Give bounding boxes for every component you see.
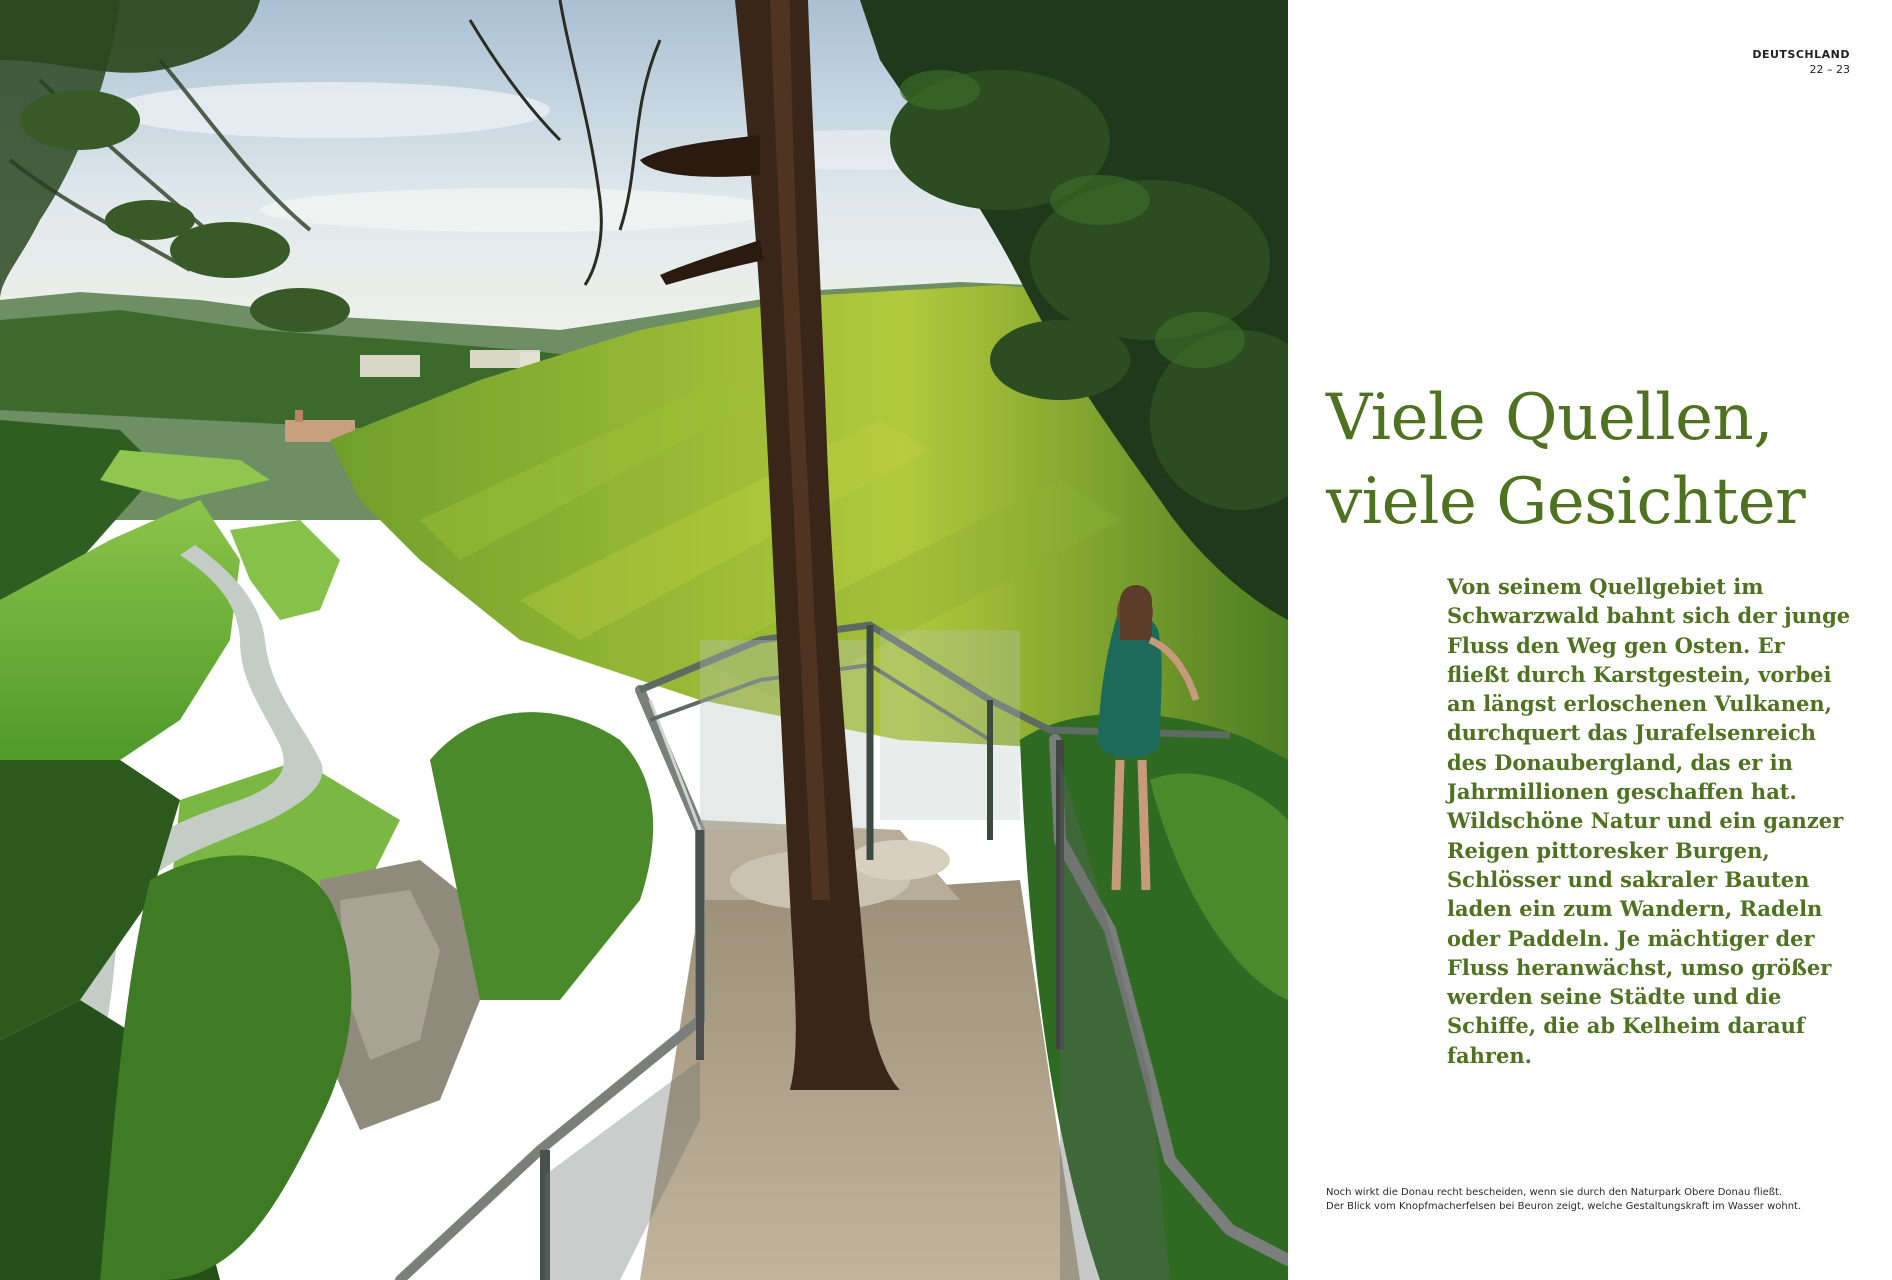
running-header: [1752, 47, 1850, 77]
intro-line: fahren.: [1447, 1042, 1532, 1068]
intro-line: Reigen pittoresker Burgen,: [1447, 837, 1770, 863]
intro-line: durchquert das Jurafelsenreich: [1447, 720, 1817, 746]
intro-line: Schlösser und sakraler Bauten: [1447, 866, 1810, 892]
photo-caption: [1326, 1186, 1886, 1214]
intro-paragraph: [1447, 572, 1867, 1070]
text-page: [1288, 0, 1892, 1280]
intro-line: Fluss den Weg gen Osten. Er: [1447, 632, 1785, 658]
intro-line: Jahrmillionen geschaffen hat.: [1447, 779, 1797, 805]
intro-line: oder Paddeln. Je mächtiger der: [1447, 925, 1815, 951]
title-line-2: viele Gesichter: [1326, 465, 1806, 539]
intro-line: Fluss heranwächst, umso größer: [1447, 954, 1832, 980]
intro-line: laden ein zum Wandern, Radeln: [1447, 896, 1823, 922]
page-title: [1326, 376, 1866, 544]
intro-line: Schiffe, die ab Kelheim darauf: [1447, 1013, 1805, 1039]
intro-line: an längst erloschenen Vulkanen,: [1447, 691, 1832, 717]
intro-line: fließt durch Karstgestein, vorbei: [1447, 661, 1832, 687]
intro-line: Schwarzwald bahnt sich der junge: [1447, 603, 1851, 629]
intro-line: werden seine Städte und die: [1447, 984, 1782, 1010]
caption-line-1: Noch wirkt die Donau recht bescheiden, wenn sie durch den Naturpark Obere Donau fließt.: [1326, 1187, 1783, 1198]
caption-line-2: Der Blick vom Knopfmacherfelsen bei Beuron zeigt, welche Gestaltungskraft im Wasser wohnt.: [1326, 1201, 1802, 1212]
title-line-1: Viele Quellen,: [1326, 381, 1774, 455]
page-numbers: 22 – 23: [1809, 63, 1850, 76]
intro-line: des Donaubergland, das er in: [1447, 749, 1793, 775]
intro-line: Von seinem Quellgebiet im: [1447, 574, 1764, 599]
section-label: DEUTSCHLAND: [1752, 48, 1850, 61]
intro-line: Wildschöne Natur und ein ganzer: [1447, 808, 1844, 834]
